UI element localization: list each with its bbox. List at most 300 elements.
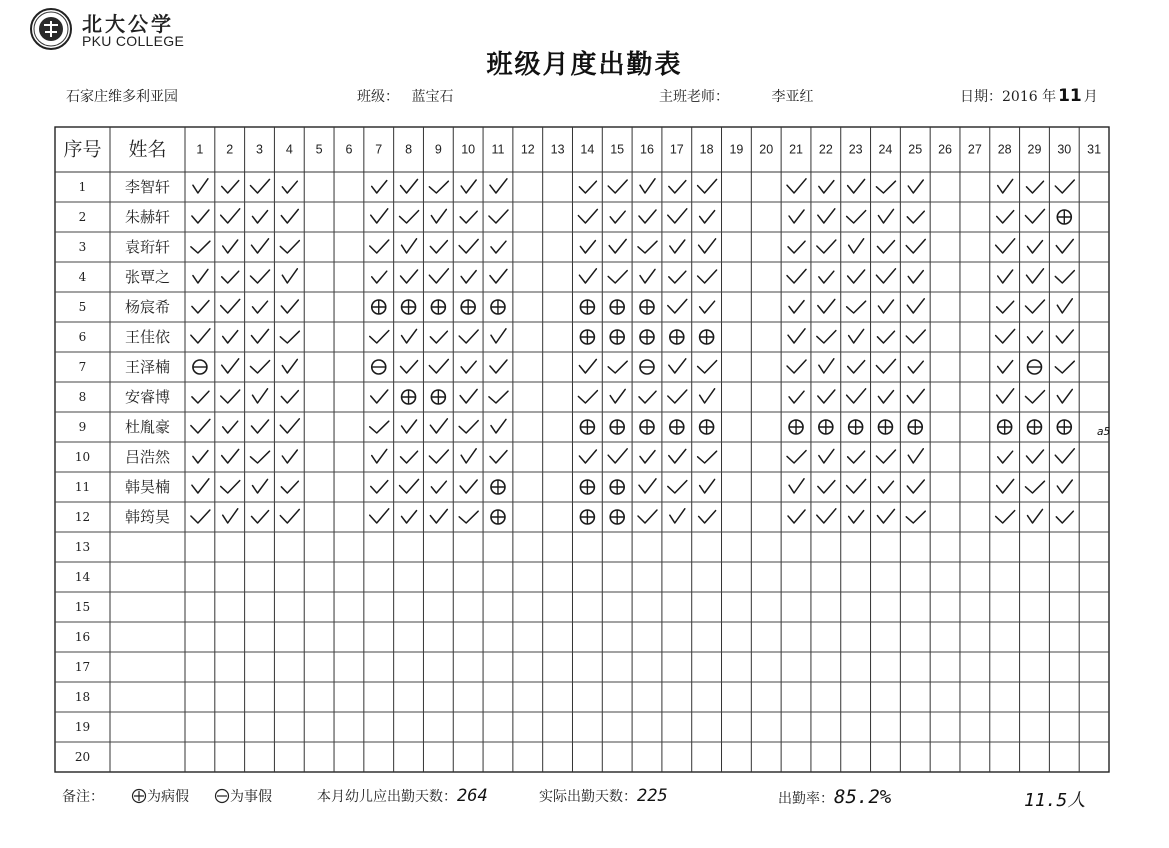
- present-check-mark: [876, 359, 895, 373]
- present-check-mark: [788, 241, 805, 253]
- present-check-mark: [1057, 299, 1072, 313]
- present-check-mark: [430, 241, 447, 253]
- present-check-mark: [192, 391, 209, 403]
- present-check-mark: [998, 179, 1013, 193]
- present-check-mark: [698, 179, 717, 193]
- day-header: 11: [491, 142, 505, 157]
- present-check-mark: [847, 211, 866, 223]
- present-check-mark: [252, 420, 269, 433]
- present-check-mark: [1027, 241, 1042, 253]
- student-name: 王佳依: [124, 328, 171, 346]
- present-check-mark: [640, 269, 655, 283]
- present-check-mark: [1025, 300, 1044, 313]
- student-name: 安睿博: [124, 388, 171, 406]
- page-title: 班级月度出勤表: [486, 50, 683, 80]
- present-check-mark: [878, 300, 893, 313]
- present-check-mark: [817, 509, 836, 523]
- personal-leave-symbol-icon: [214, 788, 230, 804]
- present-check-mark: [401, 270, 418, 283]
- present-check-mark: [221, 481, 240, 493]
- present-check-mark: [906, 330, 925, 343]
- actual-days-value: 225: [637, 786, 668, 806]
- present-check-mark: [1056, 511, 1073, 523]
- row-number: 5: [78, 300, 87, 314]
- expected-days-label: 本月幼儿应出勤天数：: [317, 789, 457, 805]
- present-check-mark: [401, 451, 418, 463]
- present-check-mark: [222, 449, 239, 463]
- present-check-mark: [787, 360, 806, 373]
- present-check-mark: [430, 509, 447, 523]
- present-check-mark: [252, 511, 269, 523]
- row-number: 6: [78, 330, 87, 344]
- day-header: 5: [315, 142, 323, 157]
- present-check-mark: [668, 299, 687, 313]
- present-check-mark: [789, 479, 804, 493]
- day-header: 14: [580, 142, 595, 157]
- present-check-mark: [610, 211, 625, 223]
- present-check-mark: [818, 390, 835, 403]
- present-check-mark: [669, 271, 686, 283]
- present-check-mark: [907, 299, 924, 313]
- present-check-mark: [907, 211, 924, 223]
- present-check-mark: [789, 391, 804, 403]
- present-check-mark: [638, 510, 657, 523]
- present-check-mark: [579, 181, 596, 193]
- present-check-mark: [1057, 480, 1072, 493]
- present-check-mark: [1055, 449, 1074, 463]
- present-check-mark: [787, 179, 806, 193]
- present-check-mark: [402, 239, 417, 253]
- present-check-mark: [907, 389, 924, 403]
- margin-note: a5: [1097, 425, 1111, 438]
- present-check-mark: [281, 300, 298, 313]
- present-check-mark: [1055, 271, 1074, 283]
- present-check-mark: [996, 239, 1015, 253]
- present-check-mark: [848, 179, 865, 193]
- day-header: 25: [908, 142, 923, 157]
- student-name: 李智轩: [124, 178, 171, 196]
- present-check-mark: [908, 271, 923, 283]
- present-check-mark: [1056, 239, 1073, 253]
- present-check-mark: [461, 271, 476, 283]
- present-check-mark: [459, 330, 478, 343]
- present-check-mark: [370, 421, 389, 433]
- present-check-mark: [253, 389, 268, 403]
- present-check-mark: [639, 479, 656, 493]
- present-check-mark: [997, 389, 1014, 403]
- present-check-mark: [431, 209, 446, 223]
- present-check-mark: [907, 480, 924, 493]
- date-month: 11: [1058, 86, 1082, 106]
- present-check-mark: [998, 270, 1013, 283]
- day-header: 10: [461, 142, 476, 157]
- student-name: 王泽楠: [124, 358, 171, 376]
- present-check-mark: [222, 359, 239, 373]
- student-name: 杜胤豪: [124, 418, 171, 436]
- date-suffix: 月: [1083, 89, 1098, 105]
- school-name: 石家庄维多利亚园: [66, 89, 178, 105]
- table-border: [55, 127, 1109, 772]
- present-check-mark: [281, 481, 298, 493]
- present-check-mark: [402, 511, 417, 523]
- present-check-mark: [402, 329, 417, 343]
- expected-days-value: 264: [457, 786, 488, 806]
- present-check-mark: [669, 181, 686, 193]
- present-check-mark: [849, 511, 864, 523]
- present-check-mark: [1055, 361, 1074, 373]
- present-check-mark: [1057, 389, 1072, 403]
- present-check-mark: [908, 361, 923, 373]
- present-check-mark: [876, 181, 895, 193]
- day-header: 30: [1057, 142, 1072, 157]
- present-check-mark: [461, 361, 476, 373]
- present-check-mark: [788, 510, 805, 523]
- present-check-mark: [640, 179, 655, 193]
- present-check-mark: [490, 179, 507, 193]
- present-check-mark: [251, 270, 270, 283]
- present-check-mark: [401, 179, 418, 193]
- day-header: 29: [1027, 142, 1042, 157]
- present-check-mark: [819, 271, 834, 283]
- present-check-mark: [192, 301, 209, 313]
- legend-sick-leave: [131, 786, 189, 806]
- present-check-mark: [400, 479, 419, 493]
- present-check-mark: [461, 180, 476, 193]
- present-check-mark: [817, 240, 836, 253]
- day-header: 27: [967, 142, 982, 157]
- sick-leave-label: 为病假: [147, 789, 189, 805]
- present-check-mark: [997, 479, 1014, 493]
- present-check-mark: [817, 331, 836, 343]
- row-number: 7: [78, 360, 87, 374]
- present-check-mark: [1055, 180, 1074, 193]
- present-check-mark: [818, 209, 835, 223]
- row-number: 20: [74, 750, 91, 764]
- present-check-mark: [1027, 509, 1042, 523]
- present-check-mark: [787, 269, 806, 283]
- seq-header: 序号: [63, 138, 102, 161]
- day-header: 8: [405, 142, 413, 157]
- logo-english-name: PKU COLLEGE: [82, 33, 185, 49]
- present-check-mark: [849, 239, 864, 253]
- present-check-mark: [251, 361, 270, 373]
- row-number: 14: [74, 570, 91, 584]
- present-check-mark: [370, 331, 389, 343]
- present-check-mark: [372, 181, 387, 193]
- present-check-mark: [998, 361, 1013, 373]
- present-check-mark: [698, 361, 717, 373]
- present-check-mark: [401, 361, 418, 373]
- present-check-mark: [1027, 331, 1042, 343]
- present-check-mark: [221, 299, 240, 313]
- row-number: 11: [74, 480, 91, 494]
- row-number: 17: [74, 660, 91, 674]
- present-check-mark: [578, 391, 597, 403]
- present-check-mark: [430, 331, 447, 343]
- day-header: 15: [610, 142, 625, 157]
- present-check-mark: [223, 421, 238, 433]
- present-check-mark: [253, 211, 268, 223]
- row-number: 3: [78, 240, 87, 254]
- present-check-mark: [848, 451, 865, 463]
- day-header: 21: [789, 142, 803, 157]
- present-check-mark: [699, 511, 716, 523]
- present-check-mark: [849, 329, 864, 343]
- present-check-mark: [788, 329, 805, 343]
- present-check-mark: [372, 449, 387, 463]
- present-check-mark: [490, 269, 507, 283]
- present-check-mark: [698, 451, 717, 463]
- present-check-mark: [996, 329, 1015, 343]
- day-header: 2: [226, 142, 234, 157]
- row-number: 13: [74, 540, 91, 554]
- remarks-label: 备注：: [62, 789, 104, 805]
- day-header: 4: [285, 142, 293, 157]
- present-check-mark: [429, 359, 448, 373]
- present-check-mark: [847, 389, 866, 403]
- present-check-mark: [223, 331, 238, 343]
- present-check-mark: [193, 179, 208, 193]
- present-check-mark: [251, 179, 270, 193]
- present-check-mark: [819, 449, 834, 463]
- present-check-mark: [877, 509, 894, 523]
- present-check-mark: [193, 269, 208, 283]
- teacher-label: 主班老师：: [659, 89, 729, 105]
- day-header: 19: [729, 142, 744, 157]
- day-header: 13: [550, 142, 565, 157]
- present-check-mark: [640, 451, 655, 463]
- present-check-mark: [221, 209, 240, 223]
- present-check-mark: [253, 479, 268, 493]
- personal-leave-label: 为事假: [230, 789, 272, 805]
- attendance-rate: [778, 786, 891, 808]
- present-check-mark: [908, 180, 923, 193]
- present-check-mark: [491, 241, 506, 253]
- present-check-mark: [670, 509, 685, 523]
- present-check-mark: [459, 511, 478, 523]
- row-number: 16: [74, 630, 91, 644]
- row-number: 8: [78, 390, 87, 404]
- present-check-mark: [252, 329, 269, 343]
- present-check-mark: [222, 181, 239, 193]
- student-name: 袁珩轩: [124, 238, 171, 256]
- present-check-mark: [998, 451, 1013, 463]
- present-check-mark: [700, 479, 715, 493]
- present-check-mark: [670, 240, 685, 253]
- present-check-mark: [223, 240, 238, 253]
- legend-personal-leave: [214, 786, 272, 806]
- day-header: 26: [938, 142, 953, 157]
- present-check-mark: [429, 450, 448, 463]
- present-check-mark: [908, 449, 923, 463]
- average-attendance: 11.5人: [1024, 790, 1086, 811]
- present-check-mark: [253, 301, 268, 313]
- student-name: 张覃之: [124, 268, 171, 286]
- present-check-mark: [996, 511, 1015, 523]
- present-check-mark: [281, 209, 298, 223]
- present-check-mark: [1025, 391, 1044, 403]
- present-check-mark: [668, 390, 687, 403]
- present-check-mark: [638, 241, 657, 253]
- present-check-mark: [191, 241, 210, 253]
- class-label: 班级：: [357, 89, 399, 105]
- present-check-mark: [669, 449, 686, 463]
- day-header: 16: [640, 142, 654, 157]
- day-header: 3: [256, 142, 263, 157]
- present-check-mark: [789, 301, 804, 313]
- present-check-mark: [193, 451, 208, 463]
- present-check-mark: [609, 239, 626, 253]
- day-header: 31: [1087, 142, 1102, 157]
- present-check-mark: [429, 181, 448, 193]
- present-check-mark: [608, 271, 627, 283]
- present-check-mark: [192, 479, 209, 493]
- present-check-mark: [191, 329, 210, 343]
- row-number: 1: [78, 180, 87, 194]
- day-header: 23: [848, 142, 863, 157]
- student-name: 吕浩然: [124, 448, 171, 466]
- present-check-mark: [848, 361, 865, 373]
- present-check-mark: [280, 241, 299, 253]
- present-check-mark: [1026, 269, 1043, 283]
- present-check-mark: [252, 239, 269, 253]
- row-number: 9: [78, 420, 87, 434]
- present-check-mark: [818, 299, 835, 313]
- present-check-mark: [997, 301, 1014, 313]
- present-check-mark: [847, 301, 866, 313]
- present-check-mark: [1026, 450, 1043, 463]
- present-check-mark: [698, 270, 717, 283]
- present-check-mark: [876, 450, 895, 463]
- present-check-mark: [192, 210, 209, 223]
- present-check-mark: [878, 391, 893, 403]
- present-check-mark: [789, 210, 804, 223]
- day-header: 6: [345, 142, 353, 157]
- day-header: 7: [375, 142, 383, 157]
- logo-chinese-name: 北大公学: [82, 12, 174, 36]
- present-check-mark: [221, 390, 240, 403]
- present-check-mark: [668, 209, 687, 223]
- present-check-mark: [818, 481, 835, 493]
- present-check-mark: [371, 481, 388, 493]
- name-header: 姓名: [128, 138, 167, 161]
- present-check-mark: [491, 419, 506, 433]
- present-check-mark: [402, 420, 417, 433]
- present-check-mark: [489, 210, 508, 223]
- actual-days: [539, 786, 668, 806]
- present-check-mark: [700, 211, 715, 223]
- present-check-mark: [639, 391, 656, 403]
- present-check-mark: [878, 209, 893, 223]
- present-check-mark: [819, 181, 834, 193]
- row-number: 18: [74, 690, 91, 704]
- day-header: 1: [196, 142, 204, 157]
- present-check-mark: [429, 269, 448, 283]
- row-number: 12: [74, 510, 91, 524]
- present-check-mark: [639, 210, 656, 223]
- day-header: 20: [759, 142, 774, 157]
- present-check-mark: [906, 239, 925, 253]
- present-check-mark: [223, 509, 238, 523]
- present-check-mark: [700, 301, 715, 313]
- day-header: 24: [878, 142, 893, 157]
- student-name: 韩昊楠: [124, 478, 171, 496]
- present-check-mark: [906, 511, 925, 523]
- present-check-mark: [848, 270, 865, 283]
- present-check-mark: [461, 449, 476, 463]
- present-check-mark: [372, 271, 387, 283]
- present-check-mark: [819, 359, 834, 373]
- present-check-mark: [281, 391, 298, 403]
- present-check-mark: [700, 389, 715, 403]
- teacher-value: 李亚红: [771, 89, 814, 105]
- day-header: 12: [520, 142, 535, 157]
- date-label: 日期：2016 年: [960, 89, 1057, 105]
- present-check-mark: [371, 390, 388, 403]
- attendance-rate-value: 85.2%: [834, 786, 892, 808]
- present-check-mark: [460, 389, 477, 403]
- present-check-mark: [1056, 330, 1073, 343]
- day-header: 22: [818, 142, 833, 157]
- present-check-mark: [1025, 209, 1044, 223]
- present-check-mark: [608, 361, 627, 373]
- present-check-mark: [280, 331, 299, 343]
- present-check-mark: [191, 419, 210, 433]
- present-check-mark: [191, 510, 210, 523]
- present-check-mark: [282, 450, 297, 463]
- present-check-mark: [1026, 181, 1043, 193]
- present-check-mark: [699, 239, 716, 253]
- present-check-mark: [578, 209, 597, 223]
- present-check-mark: [608, 449, 627, 463]
- present-check-mark: [579, 269, 596, 283]
- row-number: 15: [74, 600, 91, 614]
- student-name: 杨宸希: [124, 298, 171, 316]
- present-check-mark: [669, 359, 686, 373]
- present-check-mark: [460, 211, 477, 223]
- day-header: 9: [434, 142, 442, 157]
- present-check-mark: [489, 391, 508, 403]
- present-check-mark: [1025, 481, 1044, 493]
- present-check-mark: [459, 239, 478, 253]
- present-check-mark: [787, 451, 806, 463]
- present-check-mark: [431, 481, 446, 493]
- present-check-mark: [222, 271, 239, 283]
- present-check-mark: [579, 359, 596, 373]
- actual-days-label: 实际出勤天数：: [539, 789, 637, 805]
- present-check-mark: [490, 360, 507, 373]
- present-check-mark: [491, 329, 506, 343]
- row-number: 19: [74, 720, 91, 734]
- row-number: 10: [74, 450, 91, 464]
- attendance-rate-label: 出勤率：: [778, 791, 834, 807]
- present-check-mark: [282, 269, 297, 283]
- present-check-mark: [579, 450, 596, 463]
- present-check-mark: [282, 359, 297, 373]
- present-check-mark: [997, 211, 1014, 223]
- student-name: 韩筠昊: [124, 508, 171, 526]
- row-number: 2: [78, 210, 87, 224]
- sick-leave-symbol-icon: [131, 788, 147, 804]
- present-check-mark: [608, 180, 627, 193]
- day-header: 17: [669, 142, 684, 157]
- present-check-mark: [460, 480, 477, 493]
- present-check-mark: [847, 479, 866, 493]
- class-value: 蓝宝石: [411, 89, 454, 105]
- present-check-mark: [370, 240, 389, 253]
- expected-days: [317, 786, 488, 806]
- present-check-mark: [610, 389, 625, 403]
